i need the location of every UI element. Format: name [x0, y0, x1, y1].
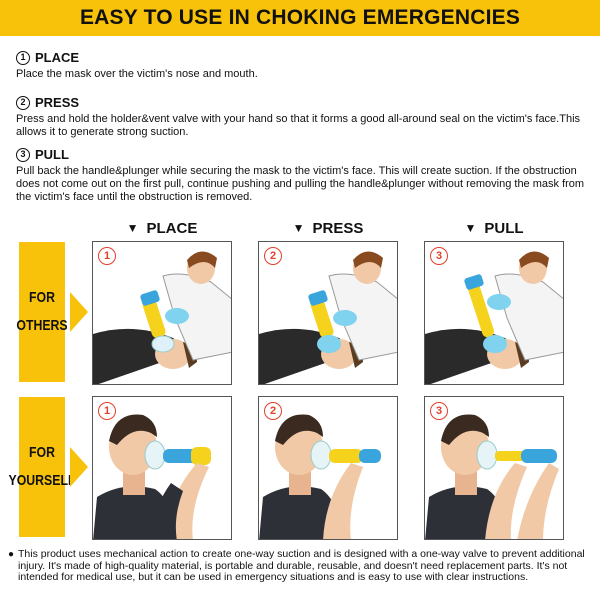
down-triangle-icon: ▼ [292, 221, 305, 235]
step-number: 1 [16, 51, 30, 65]
column-label: PRESS [312, 219, 364, 237]
illustration-others-press [258, 241, 398, 385]
step-place [16, 50, 586, 81]
badge-number: 3 [430, 247, 448, 265]
row-arrow-icon [70, 292, 88, 332]
step-title: PLACE [35, 50, 80, 65]
column-header-pull [424, 218, 564, 238]
row-label-others: FOR OTHERS [19, 242, 65, 382]
row-arrow-icon [70, 447, 88, 487]
step-text: Place the mask over the victim's nose and mouth. [16, 68, 258, 80]
self-use-illustration [259, 397, 398, 540]
column-label: PULL [484, 219, 524, 237]
self-use-illustration [425, 397, 564, 540]
badge-number: 1 [98, 402, 116, 420]
step-title: PULL [35, 147, 69, 162]
step-number: 3 [16, 148, 30, 162]
column-label: PLACE [146, 219, 198, 237]
row-label-yourself: FOR YOURSELF [19, 397, 65, 537]
step-press [16, 95, 586, 139]
step-number: 2 [16, 96, 30, 110]
banner-title: EASY TO USE IN CHOKING EMERGENCIES [79, 6, 521, 29]
badge-number: 2 [264, 402, 282, 420]
illustration-others-pull [424, 241, 564, 385]
illustration-self-press [258, 396, 398, 540]
description-text: This product uses mechanical action to create one-way suction and is designed with a one-way valve to prevent additional injury. It's made of high-quality material, is portable and durable, reusable, and doesn't need replacement parts. It's not intended for medical use, but it can be used in emergency situations and is easy to use with clear instructions. [18, 548, 585, 583]
step-title: PRESS [35, 95, 80, 110]
helper-on-victim-illustration [259, 242, 398, 385]
bullet-icon: ● [8, 549, 15, 560]
badge-number: 2 [264, 247, 282, 265]
step-text: Press and hold the holder&vent valve with your hand so that it forms a good all-around seal on the victim's face.This allows it to generate strong suction. [16, 113, 581, 138]
down-triangle-icon: ▼ [464, 221, 477, 235]
column-header-place [92, 218, 232, 238]
step-text: Pull back the handle&plunger while securing the mask to the victim's face. This will create suction. If the obstruction does not come out on the first pull, continue pushing and pulling the handle&plunger without removing the mask from the victim's face until the obstruction is removed. [16, 165, 585, 203]
badge-number: 1 [98, 247, 116, 265]
helper-on-victim-illustration [425, 242, 564, 385]
down-triangle-icon: ▼ [126, 221, 139, 235]
illustration-self-pull [424, 396, 564, 540]
helper-on-victim-illustration [93, 242, 232, 385]
step-pull [16, 147, 586, 204]
illustration-self-place [92, 396, 232, 540]
self-use-illustration [93, 397, 232, 540]
badge-number: 3 [430, 402, 448, 420]
illustration-others-place [92, 241, 232, 385]
title-banner [0, 0, 600, 36]
column-header-press [258, 218, 398, 238]
product-description [8, 549, 590, 584]
